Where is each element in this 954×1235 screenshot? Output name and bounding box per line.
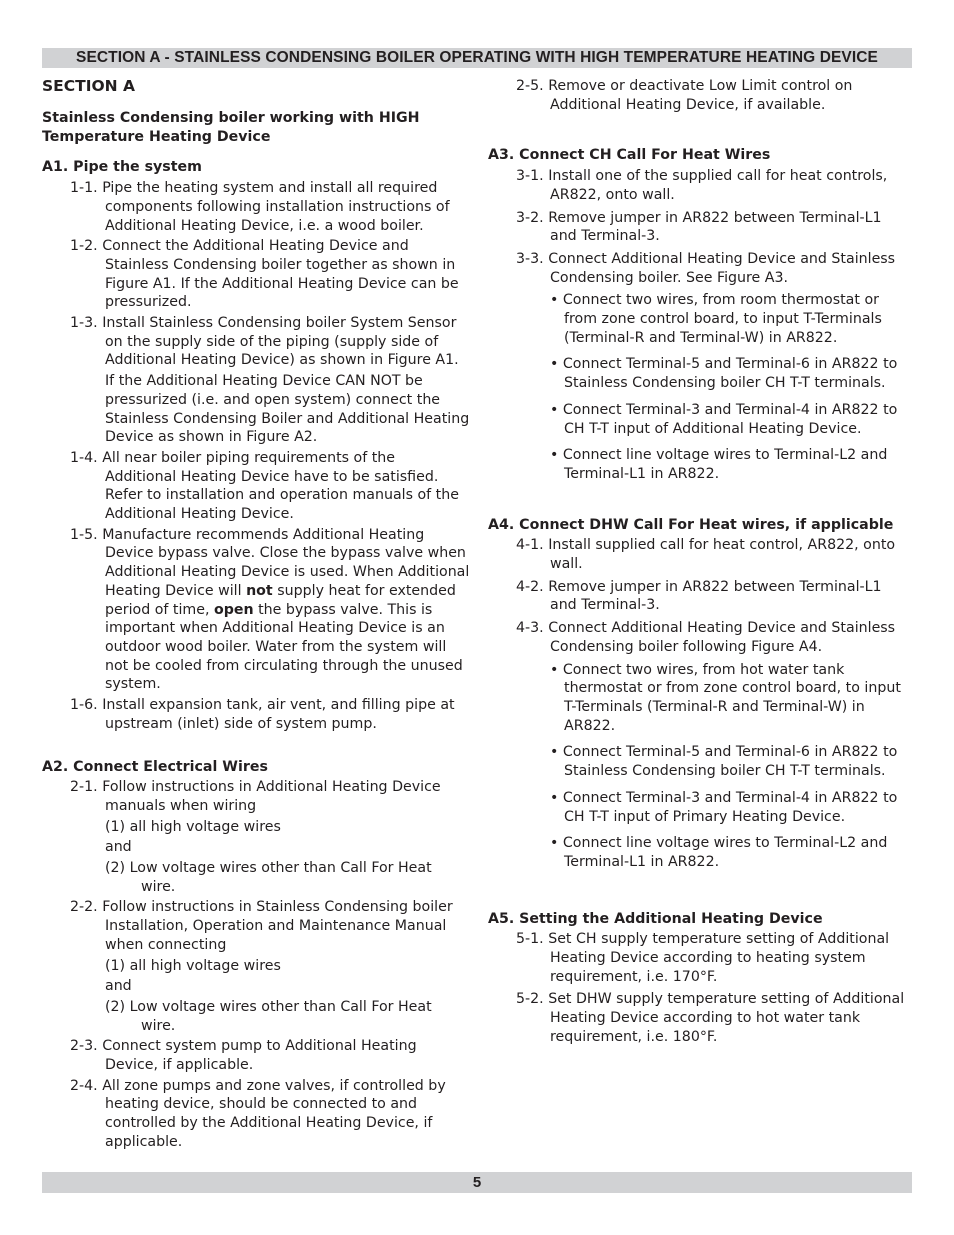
section-title: SECTION A xyxy=(42,77,136,95)
step-3-2: 3-2. Remove jumper in AR822 between Terminal-L1 and Terminal-3. xyxy=(516,209,882,245)
step-2-3: 2-3. Connect system pump to Additional Heating Device, if applicable. xyxy=(70,1038,417,1074)
section-header-bar: SECTION A - STAINLESS CONDENSING BOILER OPERATING WITH HIGH TEMPERATURE HEATING DEVICE xyxy=(42,48,912,68)
a2-heading: A2. Connect Electrical Wires xyxy=(42,758,268,775)
a1-heading: A1. Pipe the system xyxy=(42,159,202,176)
step-1-4: 1-4. All near boiler piping requirements of the Additional Heating Device have to be satisfied. Refer to installation and operation manuals of the Additional Heating Device. xyxy=(70,449,459,523)
step-3-1: 3-1. Install one of the supplied call for heat controls, AR822, onto wall. xyxy=(516,168,888,203)
step-4-3: 4-3. Connect Additional Heating Device and Stainless Condensing boiler following Figure A4. xyxy=(516,620,896,655)
step-1-6: 1-6. Install expansion tank, air vent, and filling pipe at upstream (inlet) side of system pump. xyxy=(70,697,455,732)
bullet-3-d: • Connect line voltage wires to Terminal-L2 and Terminal-L1 in AR822. xyxy=(550,447,888,482)
a3-heading: A3. Connect CH Call For Heat Wires xyxy=(488,147,771,164)
step-5-1: 5-1. Set CH supply temperature setting of Additional Heating Device according to heating system requirement, i.e. 170°F. xyxy=(516,931,890,985)
step-2-2-sub-2: (2) Low voltage wires other than Call For Heat wire. xyxy=(105,998,432,1034)
bullet-3-a: • Connect two wires, from room thermostat or from zone control board, to input T-Terminals (Terminal-R and Terminal-W) in AR822. xyxy=(550,292,882,346)
section-subtitle: Stainless Condensing boiler working with HIGH Temperature Heating Device xyxy=(42,110,420,145)
step-5-2: 5-2. Set DHW supply temperature setting of Additional Heating Device according to hot water tank requirement, i.e. 180°F. xyxy=(516,991,905,1045)
a4-heading: A4. Connect DHW Call For Heat wires, if applicable xyxy=(488,516,894,533)
step-2-1-sub-1: (1) all high voltage wires xyxy=(105,818,281,835)
a5-heading: A5. Setting the Additional Heating Device xyxy=(488,910,823,927)
step-4-2: 4-2. Remove jumper in AR822 between Terminal-L1 and Terminal-3. xyxy=(516,578,882,614)
step-1-5-text-b: supply heat for extended period of time, xyxy=(105,582,456,618)
step-2-1-and: and xyxy=(105,839,132,856)
bullet-4-a: • Connect two wires, from hot water tank thermostat or from zone control board, to input T-Terminals (Terminal-R and Terminal-W) in AR822. xyxy=(550,661,901,734)
step-1-3: 1-3. Install Stainless Condensing boiler System Sensor on the supply side of the piping (supply side of Additional Heating Device) as shown in Figure A1. xyxy=(70,315,459,369)
step-2-5: 2-5. Remove or deactivate Low Limit control on Additional Heating Device, if available. xyxy=(516,78,853,113)
step-2-2: 2-2. Follow instructions in Stainless Condensing boiler Installation, Operation and Maintenance Manual when connecting xyxy=(70,899,453,953)
step-1-5-text-c: the bypass valve. This is important when Additional Heating Device is an outdoor wood boiler. Water from the system will not be cooled from circulating through the unused system. xyxy=(105,601,463,693)
step-2-4: 2-4. All zone pumps and zone valves, if controlled by heating device, should be connected to and controlled by the Additional Heating Device, if applicable. xyxy=(70,1077,446,1150)
step-4-1: 4-1. Install supplied call for heat control, AR822, onto wall. xyxy=(516,537,896,573)
step-2-2-sub-1: (1) all high voltage wires xyxy=(105,957,281,974)
bullet-3-c: • Connect Terminal-3 and Terminal-4 in AR822 to CH T-T input of Additional Heating Device. xyxy=(550,401,898,437)
bullet-3-b: • Connect Terminal-5 and Terminal-6 in AR822 to Stainless Condensing boiler CH T-T terminals. xyxy=(550,356,898,392)
step-1-1: 1-1. Pipe the heating system and install all required components following installation instructions of Additional Heating Device, i.e. a wood boiler. xyxy=(70,180,450,234)
step-1-3-note: If the Additional Heating Device CAN NOT be pressurized (i.e. and open system) connect the Stainless Condensing Boiler and Additional Heating Device as shown in Figure A2. xyxy=(105,373,470,446)
bullet-4-b: • Connect Terminal-5 and Terminal-6 in AR822 to Stainless Condensing boiler CH T-T terminals. xyxy=(550,744,898,780)
left-column xyxy=(42,76,470,1154)
bullet-4-d: • Connect line voltage wires to Terminal-L2 and Terminal-L1 in AR822. xyxy=(550,835,888,870)
step-1-5-text-a: 1-5. Manufacture recommends Additional Heating Device bypass valve. Close the bypass valve when Additional Heating Device is used. When Additional Heating Device will xyxy=(70,526,470,599)
step-2-1: 2-1. Follow instructions in Additional Heating Device manuals when wiring xyxy=(70,779,441,814)
step-1-5 xyxy=(42,526,470,694)
step-1-5-bold-not: not xyxy=(246,582,273,599)
step-1-5-bold-open: open xyxy=(213,601,254,618)
step-3-3: 3-3. Connect Additional Heating Device and Stainless Condensing boiler. See Figure A3. xyxy=(516,250,896,286)
step-1-2: 1-2. Connect the Additional Heating Device and Stainless Condensing boiler together as shown in Figure A1. If the Additional Heating Device can be pressurized. xyxy=(70,238,459,311)
right-column xyxy=(488,77,912,1051)
bullet-4-c: • Connect Terminal-3 and Terminal-4 in AR822 to CH T-T input of Primary Heating Device. xyxy=(550,789,898,825)
step-2-2-and: and xyxy=(105,978,132,995)
page-number-bar: 5 xyxy=(42,1172,912,1193)
step-2-1-sub-2: (2) Low voltage wires other than Call For Heat wire. xyxy=(105,860,432,895)
